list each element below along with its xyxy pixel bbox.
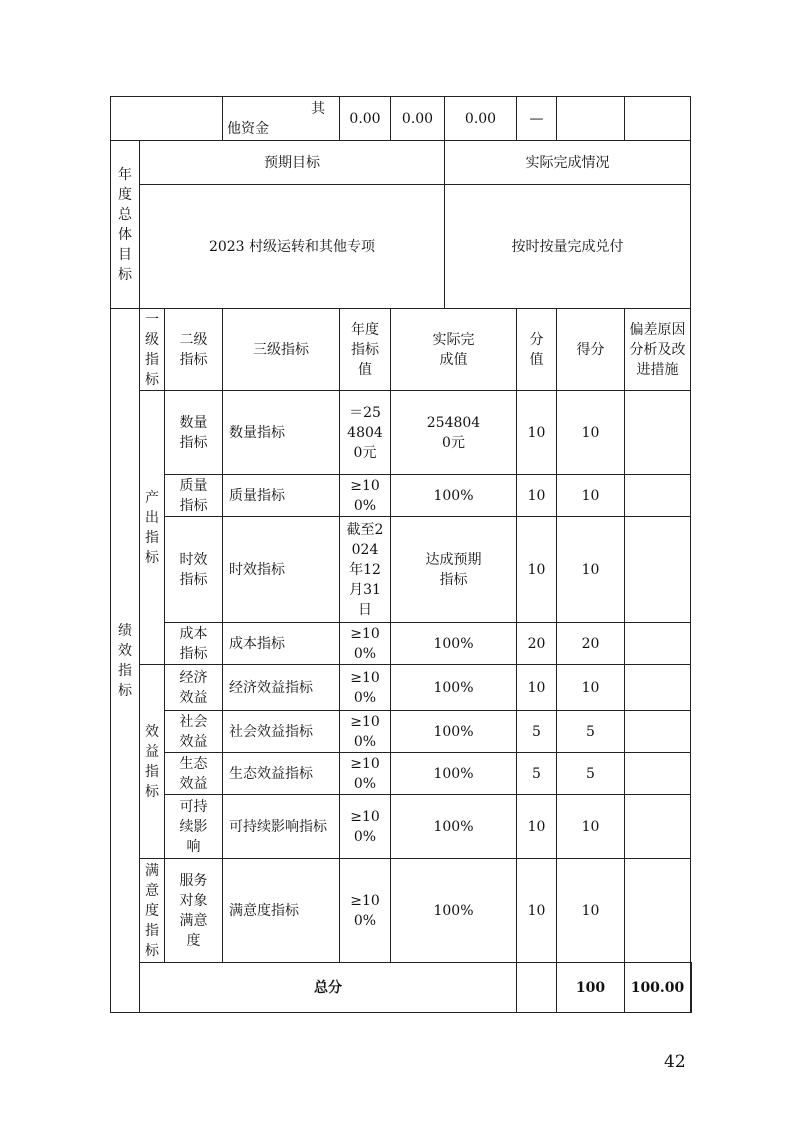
score-cell: 10 [557,475,625,517]
executed-cell: 0.00 [445,97,517,141]
empty-cell [625,97,691,141]
other-funds-row [111,97,692,141]
annual-value-cell [340,665,391,711]
level2-cell-text: 时效指标 [179,551,208,588]
level3-cell: 质量指标 [223,475,340,517]
execution-rate-cell: — [517,97,557,141]
level3-header: 三级指标 [223,309,340,391]
expected-goal-header: 预期目标 [140,141,445,185]
table-row [111,665,692,711]
level2-cell-text: 经济效益 [179,669,208,706]
performance-indicator-label [111,309,140,1013]
actual-value-cell: 100% [391,795,517,859]
annual-value-text: ≥100% [350,625,380,662]
page-number: 42 [664,1052,686,1072]
level2-cell [165,475,223,517]
score-value-header [517,309,557,391]
level2-cell [165,623,223,665]
level3-cell: 时效指标 [223,517,340,623]
level2-cell [165,711,223,753]
empty-cell [557,97,625,141]
benefit-group-label-text: 效益指标 [145,723,159,800]
output-group-label-text: 产出指标 [145,489,159,566]
total-label: 总分 [140,963,517,1013]
annual-value-text: 截至2024年12月31日 [346,521,384,618]
table-row [111,391,692,475]
score-value-header-text: 分值 [529,331,544,368]
score-cell: 5 [557,753,625,795]
annual-value-text: ≥100% [350,808,380,845]
table-row [111,475,692,517]
deviation-cell [625,665,691,711]
actual-value-header-text: 实际完成值 [432,331,475,368]
deviation-cell [625,753,691,795]
deviation-cell [625,859,691,963]
score-cell: 10 [557,517,625,623]
expected-goal-text: 2023 村级运转和其他专项 [140,185,445,309]
annual-value-cell [340,795,391,859]
total-score: 100.00 [625,963,691,1013]
level2-cell-text: 质量指标 [179,477,208,514]
deviation-cell [625,517,691,623]
level2-cell [165,795,223,859]
annual-value-text: ≥100% [350,713,380,750]
output-group-label [140,391,165,665]
benefit-group-label [140,665,165,859]
score-header: 得分 [557,309,625,391]
total-points: 100 [557,963,625,1013]
annual-value-text: ＝2548040元 [347,404,383,461]
actual-value-cell: 100% [391,753,517,795]
empty-cell [691,963,692,1013]
goal-content-row [111,185,692,309]
level2-cell [165,859,223,963]
deviation-cell [625,391,691,475]
level1-header [140,309,165,391]
annual-value-cell [340,391,391,475]
satisfaction-group-label-text: 满意度指标 [145,862,159,959]
annual-value-text: ≥100% [350,892,380,929]
indicator-header-row [111,309,692,391]
satisfaction-group-label [140,859,165,963]
performance-indicator-label-text: 绩效指标 [118,622,132,699]
annual-value-cell [340,517,391,623]
points-cell: 10 [517,795,557,859]
annual-value-cell [340,859,391,963]
score-cell: 10 [557,859,625,963]
level2-header [165,309,223,391]
deviation-cell [625,711,691,753]
level2-cell-text: 成本指标 [179,625,208,662]
level2-cell [165,517,223,623]
points-cell: 10 [517,517,557,623]
points-cell: 5 [517,753,557,795]
level2-cell-text: 可持续影响 [179,798,208,855]
actual-completion-text: 按时按量完成兑付 [445,185,691,309]
points-cell: 10 [517,665,557,711]
points-cell: 5 [517,711,557,753]
actual-value-cell: 100% [391,859,517,963]
annual-value-cell [340,753,391,795]
annual-value-cell [340,623,391,665]
points-cell: 10 [517,475,557,517]
score-cell: 10 [557,391,625,475]
score-cell: 10 [557,665,625,711]
score-cell: 10 [557,795,625,859]
level2-header-text: 二级指标 [179,331,208,368]
table-row [111,795,692,859]
full-year-budget-cell: 0.00 [391,97,445,141]
deviation-cell [625,475,691,517]
points-cell: 10 [517,391,557,475]
deviation-header-text: 偏差原因分析及改进措施 [629,321,686,378]
actual-value-cell [391,391,517,475]
table-row [111,517,692,623]
table-row [111,711,692,753]
actual-value-header [391,309,517,391]
annual-value-text: ≥100% [350,755,380,792]
score-cell: 5 [557,711,625,753]
funds-label-line1: 其 [311,100,325,117]
annual-goal-label [111,141,140,309]
empty-cell [111,97,223,141]
deviation-header [625,309,691,391]
performance-table [110,96,692,1013]
actual-value-cell: 100% [391,623,517,665]
goal-header-row [111,141,692,185]
level1-header-text: 一级指标 [145,311,159,388]
level2-cell [165,391,223,475]
actual-value-cell: 100% [391,711,517,753]
deviation-cell [625,795,691,859]
empty-cell [517,963,557,1013]
table-row [111,753,692,795]
actual-value-cell: 100% [391,665,517,711]
level3-cell: 社会效益指标 [223,711,340,753]
level2-cell [165,665,223,711]
level3-cell: 数量指标 [223,391,340,475]
points-cell: 10 [517,859,557,963]
total-row [111,963,692,1013]
level2-cell-text: 数量指标 [179,414,208,451]
deviation-cell [625,623,691,665]
annual-value-text: ≥100% [350,477,380,514]
annual-value-text: ≥100% [350,669,380,706]
actual-completion-header: 实际完成情况 [445,141,691,185]
level2-cell [165,753,223,795]
level3-cell: 成本指标 [223,623,340,665]
annual-value-header [340,309,391,391]
actual-value-text: 达成预期指标 [425,551,482,588]
annual-value-header-text: 年度指标值 [351,321,379,378]
actual-value-text: 2548040元 [426,414,481,451]
level3-cell: 生态效益指标 [223,753,340,795]
score-cell: 20 [557,623,625,665]
actual-value-cell [391,517,517,623]
annual-goal-label-text: 年度总体目标 [118,166,132,283]
table-row [111,623,692,665]
annual-value-cell [340,711,391,753]
level3-cell: 满意度指标 [223,859,340,963]
annual-value-cell [340,475,391,517]
table-row [111,859,692,963]
actual-value-cell: 100% [391,475,517,517]
annual-budget-cell: 0.00 [340,97,391,141]
level2-cell-text: 生态效益 [179,755,208,792]
points-cell: 20 [517,623,557,665]
level2-cell-text: 社会效益 [179,713,208,750]
level2-cell-text: 服务对象满意度 [179,872,208,949]
funds-label-cell [223,97,340,141]
funds-label-line2: 他资金 [227,120,269,137]
level3-cell: 可持续影响指标 [223,795,340,859]
level3-cell: 经济效益指标 [223,665,340,711]
